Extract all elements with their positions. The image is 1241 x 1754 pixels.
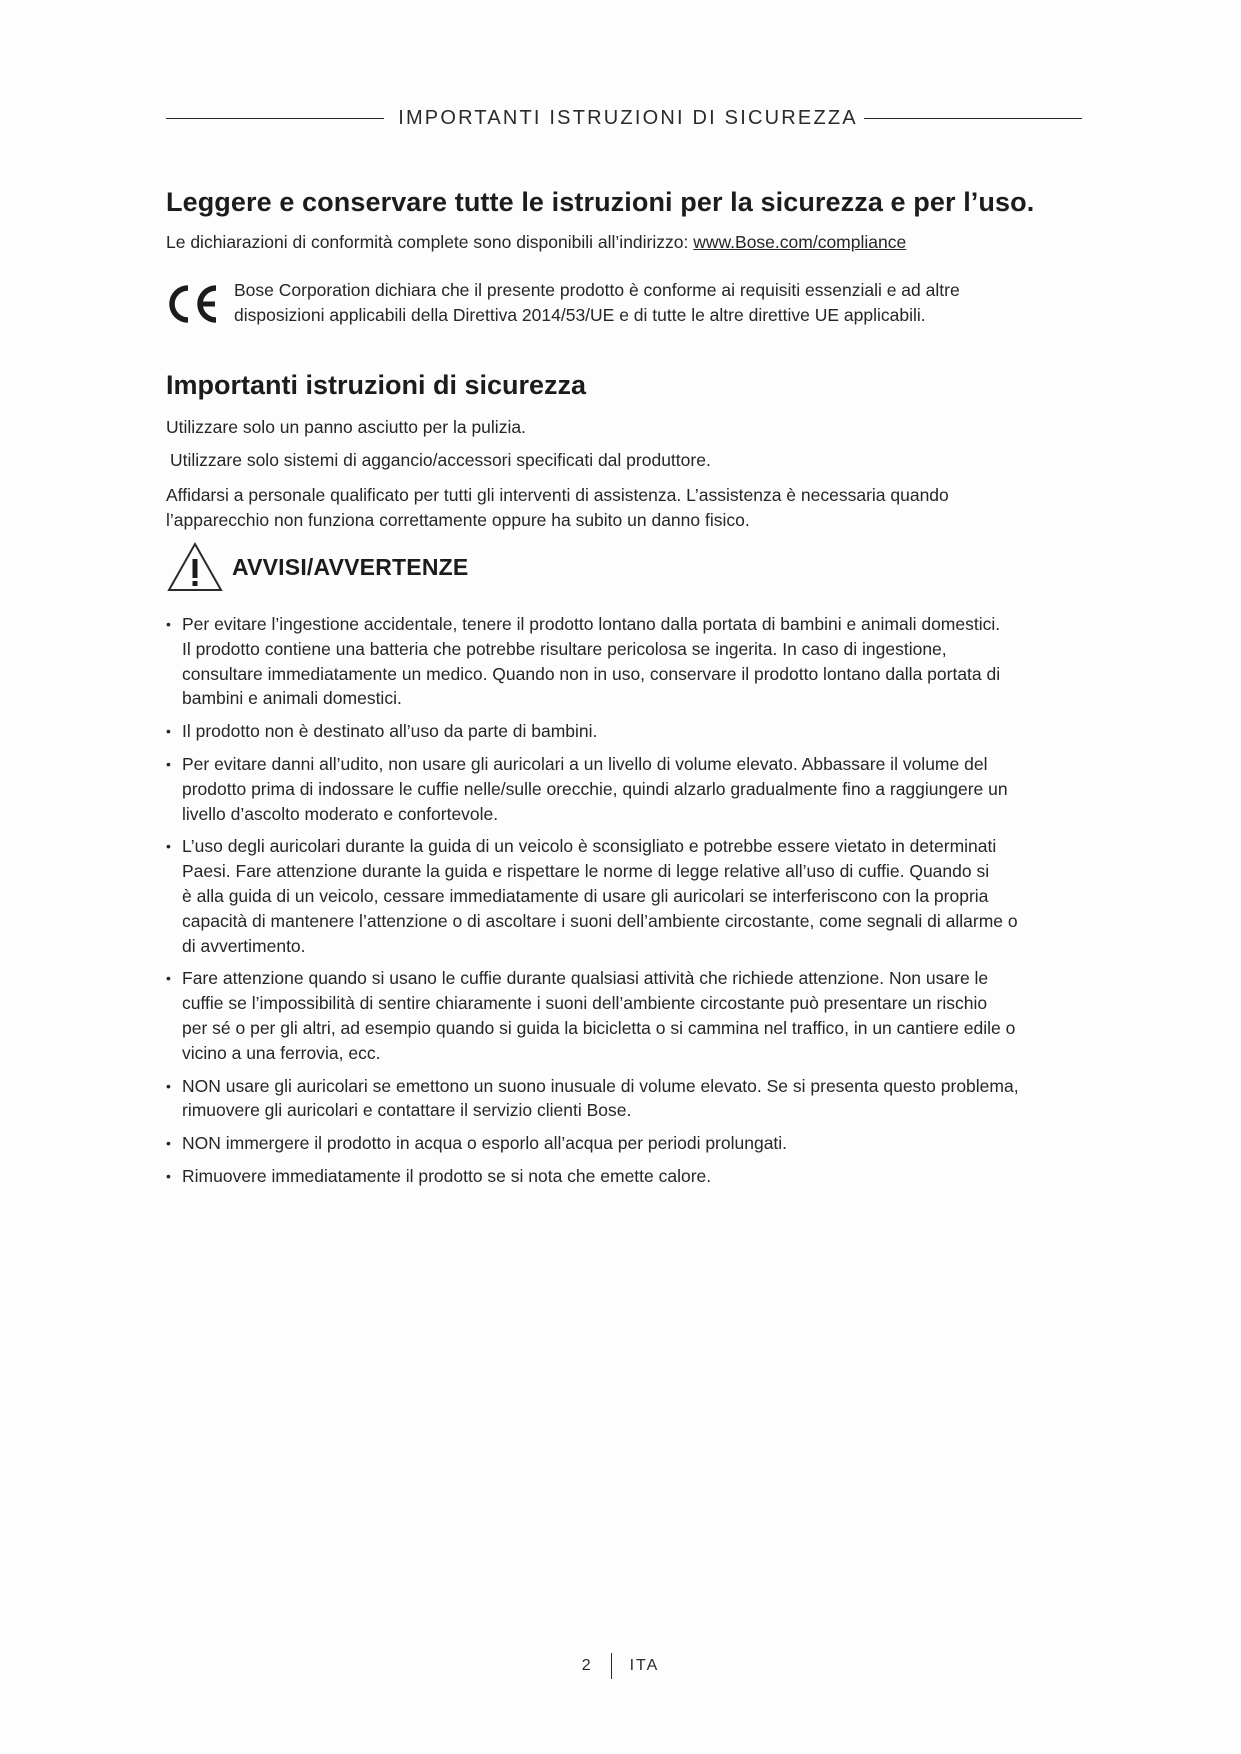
- warning-item-line: Il prodotto non è destinato all’uso da parte di bambini.: [182, 721, 598, 742]
- warning-item-line: di avvertimento.: [182, 935, 306, 956]
- warning-item: [166, 719, 1082, 744]
- page-footer: [0, 1651, 1241, 1681]
- warning-item: [166, 966, 1082, 1065]
- warning-item: [166, 834, 1082, 958]
- warning-item-line: prodotto prima di indossare le cuffie nelle/sulle orecchie, quindi alzarlo gradualmente fino a raggiungere un: [182, 778, 1008, 799]
- warning-item: [166, 1131, 1082, 1156]
- header-rule-left: [166, 118, 384, 119]
- ce-text-line: Bose Corporation dichiara che il presente prodotto è conforme ai requisiti essenziali e ad altre: [234, 280, 960, 300]
- warning-triangle-icon: [166, 541, 224, 593]
- bullet-marker: •: [166, 755, 171, 772]
- page-header: [166, 103, 1082, 133]
- page-number: 2: [581, 1657, 593, 1674]
- warning-item-line: Per evitare l’ingestione accidentale, tenere il prodotto lontano dalla portata di bambini e animali domestici.: [182, 614, 1001, 634]
- header-rule-right: [864, 118, 1082, 119]
- compliance-text: Le dichiarazioni di conformità complete sono disponibili all’indirizzo:: [166, 232, 694, 252]
- paragraph-line: l’apparecchio non funziona correttamente oppure ha subito un danno fisico.: [166, 510, 750, 530]
- footer-language: ITA: [629, 1657, 660, 1674]
- warning-item: [166, 752, 1082, 826]
- warning-item-line: NON immergere il prodotto in acqua o esporlo all’acqua per periodi prolungati.: [182, 1133, 788, 1154]
- bullet-marker: •: [166, 970, 171, 987]
- bullet-marker: •: [166, 1167, 171, 1184]
- safety-paragraph-cleaning: Utilizzare solo un panno asciutto per la pulizia.: [166, 417, 526, 437]
- warnings-list: [166, 612, 1082, 1197]
- warning-item-line: capacità di mantenere l’attenzione o di ascoltare i suoni dell’ambiente circostante, come segnali di allarme o: [182, 910, 1018, 931]
- warnings-title: AVVISI/AVVERTENZE: [232, 553, 469, 580]
- warning-item: [166, 1164, 1082, 1189]
- safety-heading: Importanti istruzioni di sicurezza: [166, 370, 587, 400]
- bullet-marker: •: [166, 1077, 171, 1094]
- warning-item-line: livello d’ascolto moderato e confortevole.: [182, 803, 499, 824]
- footer-separator: [611, 1653, 612, 1679]
- bullet-marker: •: [166, 1135, 171, 1152]
- warnings-heading: [166, 541, 468, 593]
- safety-paragraph-accessories: Utilizzare solo sistemi di aggancio/accessori specificati dal produttore.: [170, 450, 711, 470]
- warning-item: [166, 1074, 1082, 1124]
- safety-paragraph-service: [166, 483, 1086, 533]
- ce-text: [234, 278, 1084, 328]
- warning-item-line: Il prodotto contiene una batteria che potrebbe risultare pericolosa se ingerita. In caso di ingestione,: [182, 638, 947, 659]
- warning-item-line: vicino a una ferrovia, ecc.: [182, 1042, 381, 1063]
- warning-item-line: per sé o per gli altri, ad esempio quando si guida la bicicletta o si cammina nel traffico, in un cantiere edile o: [182, 1017, 1016, 1038]
- ce-declaration: [166, 278, 1086, 334]
- warning-item-line: cuffie se l’impossibilità di sentire chiaramente i suoni dell’ambiente circostante può presentare un rischio: [182, 993, 988, 1014]
- warning-item-line: Paesi. Fare attenzione durante la guida e rispettare le norme di legge relative all’uso di cuffie. Quando si: [182, 861, 990, 882]
- ce-text-line: disposizioni applicabili della Direttiva 2014/53/UE e di tutte le altre direttive UE applicabili.: [234, 305, 926, 325]
- warning-item-line: L’uso degli auricolari durante la guida di un veicolo è sconsigliato e potrebbe essere vietato in determinati: [182, 836, 997, 857]
- header-title: IMPORTANTI ISTRUZIONI DI SICUREZZA: [398, 106, 858, 129]
- warning-item-line: rimuovere gli auricolari e contattare il servizio clienti Bose.: [182, 1100, 632, 1121]
- warning-item-line: è alla guida di un veicolo, cessare immediatamente di usare gli auricolari se interferiscono con la propria: [182, 885, 989, 906]
- warning-item-line: consultare immediatamente un medico. Quando non in uso, conservare il prodotto lontano dalla portata di: [182, 663, 1001, 684]
- warning-item-line: Rimuovere immediatamente il prodotto se si nota che emette calore.: [182, 1165, 712, 1186]
- warning-item-line: Fare attenzione quando si usano le cuffie durante qualsiasi attività che richiede attenzione. Non usare le: [182, 968, 989, 989]
- bullet-marker: •: [166, 838, 171, 855]
- warning-item-line: Per evitare danni all’udito, non usare gli auricolari a un livello di volume elevato. Abbassare il volume del: [182, 753, 988, 774]
- ce-mark-icon: [166, 282, 222, 326]
- bullet-marker: •: [166, 723, 171, 740]
- warning-item: [166, 612, 1082, 711]
- warning-item-line: NON usare gli auricolari se emettono un suono inusuale di volume elevato. Se si presenta questo problema,: [182, 1075, 1019, 1096]
- compliance-link[interactable]: www.Bose.com/compliance: [693, 232, 907, 252]
- bullet-marker: •: [166, 616, 171, 632]
- compliance-line: [166, 232, 906, 253]
- warning-item-line: bambini e animali domestici.: [182, 688, 402, 709]
- intro-heading: Leggere e conservare tutte le istruzioni per la sicurezza e per l’uso.: [166, 187, 1035, 217]
- paragraph-line: Affidarsi a personale qualificato per tutti gli interventi di assistenza. L’assistenza è necessaria quando: [166, 485, 949, 505]
